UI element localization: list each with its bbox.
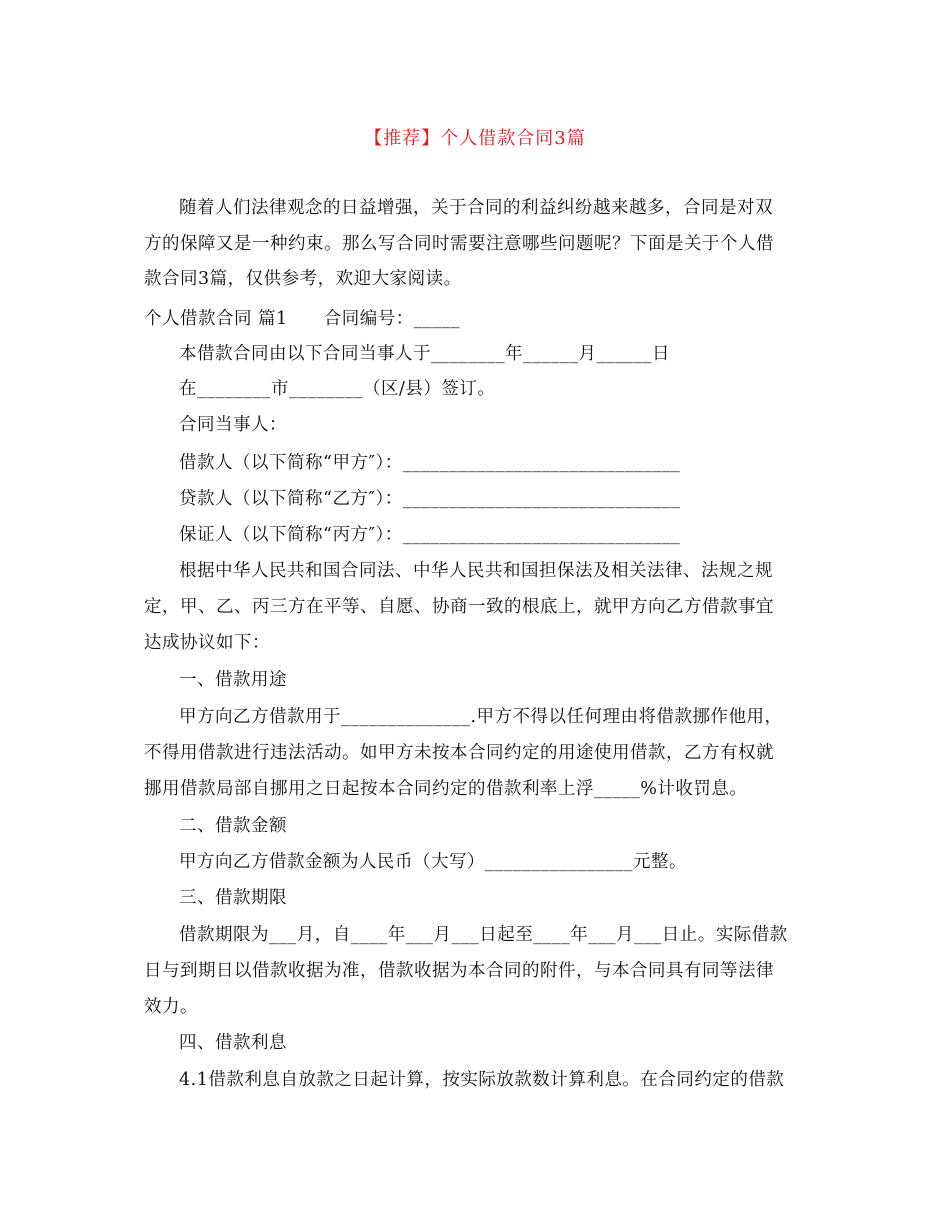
section-2-line-1: 甲方向乙方借款金额为人民币（大写）________________元整。 xyxy=(179,852,687,872)
section-1-line-1: 甲方向乙方借款用于______________.甲方不得以任何理由将借款挪作他用， xyxy=(179,707,783,727)
parties-label: 合同当事人： xyxy=(179,415,287,435)
guarantor-line: 保证人（以下简称“丙方″）：______________________________ xyxy=(179,525,681,545)
section-4-line-1: 4.1借款利息自放款之日起计算，按实际放款数计算利息。在合同约定的借款 xyxy=(179,1070,785,1090)
contract-place-line: 在________市________（区/县）签订。 xyxy=(179,379,496,399)
contract-heading: 个人借款合同 篇1 合同编号：_____ xyxy=(144,309,460,329)
intro-line-1: 随着人们法律观念的日益增强，关于合同的利益纠纷越来越多，合同是对双 xyxy=(179,198,773,218)
section-1-heading: 一、借款用途 xyxy=(179,670,287,690)
section-1-line-3: 挪用借款局部自挪用之日起按本合同约定的借款利率上浮_____%计收罚息。 xyxy=(144,779,748,799)
section-3-line-1: 借款期限为___月，自____年___月___日起至____年___月___日止。实际借款 xyxy=(179,925,788,945)
basis-line-2: 定，甲、乙、丙三方在平等、自愿、协商一致的根底上，就甲方向乙方借款事宜 xyxy=(144,597,774,617)
section-3-line-2: 日与到期日以借款收据为准，借款收据为本合同的附件，与本合同具有同等法律 xyxy=(144,961,774,981)
section-3-line-3: 效力。 xyxy=(144,997,198,1017)
section-2-heading: 二、借款金额 xyxy=(179,816,287,836)
intro-line-2: 方的保障又是一种约束。那么写合同时需要注意哪些问题呢？下面是关于个人借 xyxy=(144,234,774,254)
basis-line-3: 达成协议如下： xyxy=(144,633,270,653)
section-4-heading: 四、借款利息 xyxy=(179,1033,287,1053)
borrower-line: 借款人（以下简称“甲方″）：______________________________ xyxy=(179,453,681,473)
section-1-line-2: 不得用借款进行违法活动。如甲方未按本合同约定的用途使用借款，乙方有权就 xyxy=(144,743,774,763)
basis-line-1: 根据中华人民共和国合同法、中华人民共和国担保法及相关法律、法规之规 xyxy=(179,561,773,581)
section-3-heading: 三、借款期限 xyxy=(179,888,287,908)
lender-line: 贷款人（以下简称“乙方″）：______________________________ xyxy=(179,489,681,509)
document-title: 【推荐】个人借款合同3篇 xyxy=(364,128,586,149)
contract-date-line: 本借款合同由以下合同当事人于________年______月______日 xyxy=(179,344,670,364)
intro-line-3: 款合同3篇，仅供参考，欢迎大家阅读。 xyxy=(144,269,462,289)
